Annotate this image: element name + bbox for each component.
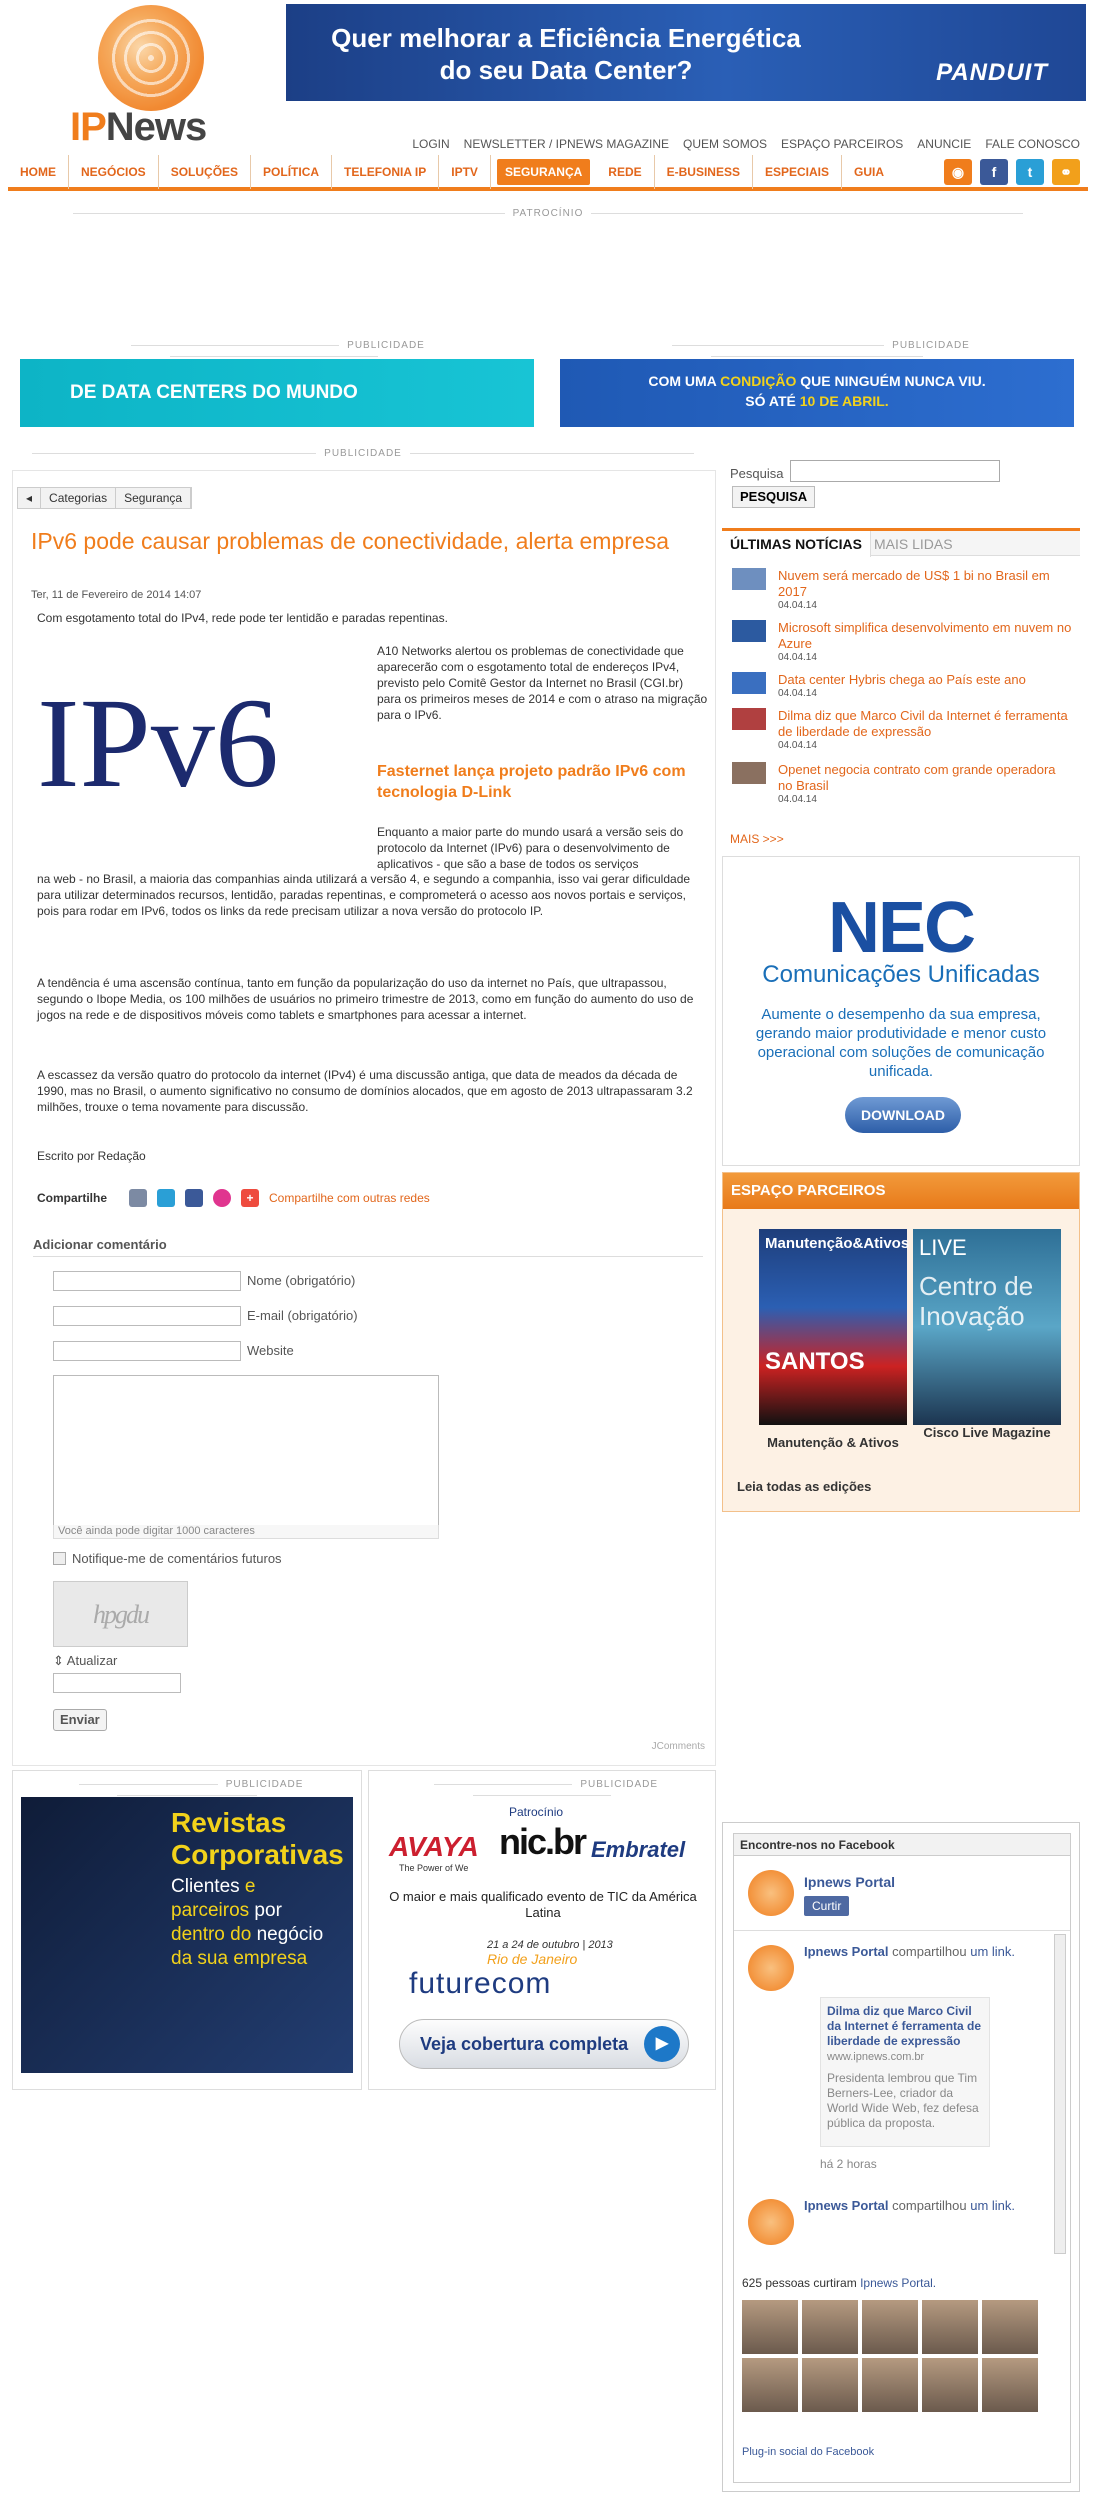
news-thumb xyxy=(732,762,766,784)
nav-telefonia-ip[interactable]: TELEFONIA IP xyxy=(332,155,439,189)
article-title[interactable]: IPv6 pode causar problemas de conectividade, alerta empresa xyxy=(31,528,669,554)
partners-box xyxy=(722,1172,1080,1512)
fan-avatar[interactable] xyxy=(802,2300,858,2354)
nec-download-button[interactable]: DOWNLOAD xyxy=(845,1097,961,1133)
tab-latest[interactable]: ÚLTIMAS NOTÍCIAS xyxy=(722,531,871,557)
all-editions-link[interactable]: Leia todas as edições xyxy=(737,1479,872,1494)
top-banner-text: Quer melhorar a Eficiência Energética do seu Data Center? xyxy=(331,23,801,85)
nav-seguranca[interactable]: SEGURANÇA xyxy=(497,159,590,185)
top-link-contact[interactable]: FALE CONOSCO xyxy=(985,137,1080,151)
captcha-input[interactable] xyxy=(53,1673,181,1693)
magazines-ad[interactable] xyxy=(12,1770,362,2090)
nav-solucoes[interactable]: SOLUÇÕES xyxy=(159,155,251,189)
fan-avatar[interactable] xyxy=(982,2358,1038,2412)
facebook-icon[interactable]: f xyxy=(980,159,1008,185)
top-link-login[interactable]: LOGIN xyxy=(412,137,450,151)
futurecom-city: Rio de Janeiro xyxy=(487,1951,578,1967)
article-author: Escrito por Redação xyxy=(37,1149,146,1163)
top-banner-brand: PANDUIT xyxy=(936,59,1048,86)
fan-avatar[interactable] xyxy=(742,2300,798,2354)
fan-avatar[interactable] xyxy=(862,2300,918,2354)
ipnews-logo[interactable] xyxy=(70,5,220,155)
promo-ad-line1: COM UMA CONDIÇÃO QUE NINGUÉM NUNCA VIU. xyxy=(648,373,986,389)
breadcrumb-categorias[interactable]: Categorias xyxy=(41,488,116,508)
news-title[interactable]: Microsoft simplifica desenvolvimento em nuvem no Azure xyxy=(778,620,1072,651)
share-bar xyxy=(37,1189,430,1207)
top-banner-ad[interactable] xyxy=(286,4,1086,101)
nav-e-business[interactable]: E-BUSINESS xyxy=(655,155,753,189)
comment-email-input[interactable] xyxy=(53,1306,241,1326)
news-date: 04.04.14 xyxy=(778,740,817,751)
logo-wordmark: IPNews xyxy=(70,105,207,149)
post-avatar[interactable] xyxy=(748,1945,794,1991)
main-nav xyxy=(8,157,1088,191)
nav-negocios[interactable]: NEGÓCIOS xyxy=(69,155,159,189)
futurecom-ad[interactable] xyxy=(368,1770,716,2090)
notify-option[interactable]: Notifique-me de comentários futuros xyxy=(53,1551,282,1566)
futurecom-coverage-button[interactable]: Veja cobertura completa ▶ xyxy=(399,2019,689,2069)
article-paragraph-2b: na web - no Brasil, a maioria das companhias ainda utilizará a versão 4, e segundo a companhia, isso vai gerar dificuldade para utilizar determinados recursos, lentidão, paradas repentinas, e comprometerá o acesso aos novos portais e serviços, pois para rodar em IPv6, todos os links da rede precisam utilizar a nova versão do protocolo IP. xyxy=(37,872,691,918)
magazines-ad-heading: Revistas Corporativas xyxy=(171,1807,344,1870)
news-title[interactable]: Nuvem será mercado de US$ 1 bi no Brasil em 2017 xyxy=(778,568,1050,599)
list-item[interactable] xyxy=(722,558,1080,610)
top-link-advertise[interactable]: ANUNCIE xyxy=(917,137,972,151)
nav-especiais[interactable]: ESPECIAIS xyxy=(753,155,842,189)
post-link-card[interactable]: Dilma diz que Marco Civil da Internet é ferramenta de liberdade de expressão www.ipnews.com.br Presidenta lembrou que Tim Berners-Lee, criador da World Wide Web, fez defesa pública da proposta. xyxy=(820,1997,990,2147)
globe-logo-icon xyxy=(98,5,204,111)
magazine-title-cisco-live[interactable]: Cisco Live Magazine xyxy=(923,1425,1051,1440)
fan-avatar[interactable] xyxy=(862,2358,918,2412)
promo-ad-line2: SÓ ATÉ 10 DE ABRIL. xyxy=(745,393,889,409)
post-header: Ipnews Portal compartilhou um link. xyxy=(804,1944,1016,1959)
breadcrumb xyxy=(17,487,192,509)
ad-label-left: PUBLICIDADE xyxy=(14,340,534,362)
ad-label-bottom-right: PUBLICIDADE xyxy=(369,1779,715,1801)
fans-grid xyxy=(742,2300,1062,2412)
magazine-cover-manutencao[interactable]: Manutenção&Ativos SANTOS xyxy=(759,1229,907,1425)
orkut-share-icon[interactable] xyxy=(213,1189,231,1207)
nicbr-logo: nic.br xyxy=(499,1821,586,1862)
news-date: 04.04.14 xyxy=(778,600,817,611)
fan-avatar[interactable] xyxy=(982,2300,1038,2354)
article-lead: Com esgotamento total do IPv4, rede pode ter lentidão e paradas repentinas. xyxy=(37,611,448,625)
captcha-image: hpgdu xyxy=(53,1581,188,1647)
fan-avatar[interactable] xyxy=(742,2358,798,2412)
notify-checkbox[interactable] xyxy=(53,1552,66,1565)
comment-website-input[interactable] xyxy=(53,1341,241,1361)
futurecom-description: O maior e mais qualificado evento de TIC da América Latina xyxy=(389,1889,697,1920)
avaya-logo: AVAYA xyxy=(389,1831,479,1862)
breadcrumb-seguranca[interactable]: Segurança xyxy=(116,488,191,508)
email-share-icon[interactable] xyxy=(129,1189,147,1207)
magazine-title-manutencao[interactable]: Manutenção & Ativos xyxy=(767,1435,899,1450)
jcomments-credit[interactable]: JComments xyxy=(651,1741,705,1752)
comment-name-input[interactable] xyxy=(53,1271,241,1291)
news-title[interactable]: Openet negocia contrato com grande operadora no Brasil xyxy=(778,762,1056,793)
share-label: Compartilhe xyxy=(37,1191,108,1205)
top-link-partners[interactable]: ESPAÇO PARCEIROS xyxy=(781,137,904,151)
facebook-share-icon[interactable] xyxy=(185,1189,203,1207)
comment-textarea[interactable] xyxy=(53,1375,439,1537)
avaya-tagline: The Power of We xyxy=(399,1863,469,1873)
magazines-ad-subtitle: Clientes e parceiros por dentro do negócio da sua empresa xyxy=(171,1876,324,1969)
send-button[interactable]: Enviar xyxy=(53,1709,107,1731)
article-paragraph-1: A10 Networks alertou os problemas de conectividade que aparecerão com o esgotamento total de endereços IPv4, previsto pelo Comitê Gestor da Internet no Brasil (CGI.br) para os primeiros meses de 2014 e com o atraso na migração para o IPv6. xyxy=(377,644,708,722)
facebook-widget xyxy=(722,1822,1080,2492)
top-link-about[interactable]: QUEM SOMOS xyxy=(683,137,768,151)
news-thumb xyxy=(732,708,766,730)
article-paragraph-3: A tendência é uma ascensão contínua, tanto em função da popularização do uso da internet no País, que ultrapassou, segundo o Ibope Media, os 100 milhões de usuários no primeiro trimestre de 2013, como em função do aumento do uso de jogos na rede e de dispositivos móveis como tablets e smartphones para acessar a internet. xyxy=(37,976,694,1022)
facebook-plugin-credit[interactable]: Plug-in social do Facebook xyxy=(742,2446,875,2458)
news-thumb xyxy=(732,620,766,642)
search-label: Pesquisa xyxy=(730,466,784,481)
chars-remaining: Você ainda pode digitar 1000 caracteres xyxy=(53,1525,439,1539)
search-box xyxy=(724,456,1080,516)
list-item[interactable] xyxy=(722,610,1080,662)
fan-avatar[interactable] xyxy=(922,2358,978,2412)
news-date: 04.04.14 xyxy=(778,794,817,805)
fan-avatar[interactable] xyxy=(802,2358,858,2412)
news-tabs xyxy=(722,528,1080,556)
nav-politica[interactable]: POLÍTICA xyxy=(251,155,332,189)
datacenters-ad-text: DE DATA CENTERS DO MUNDO xyxy=(70,382,358,403)
partners-title: ESPAÇO PARCEIROS xyxy=(723,1173,1079,1209)
comment-name-label: Nome (obrigatório) xyxy=(247,1273,356,1288)
social-links xyxy=(944,159,1088,185)
news-title[interactable]: Data center Hybris chega ao País este ano xyxy=(778,672,1026,687)
rss-icon[interactable]: ◉ xyxy=(944,159,972,185)
ad-label-right: PUBLICIDADE xyxy=(552,340,1082,362)
article-paragraph-4: A escassez da versão quatro do protocolo da internet (IPv4) é uma discussão antiga, que data de meados da década de 1990, mas no Brasil, o aumento significativo no consumo de domínios alocados, que em agosto de 2013 ultrapassaram 3.2 milhões, trouxe o tema novamente para discussão. xyxy=(37,1068,693,1114)
news-list xyxy=(722,558,1080,828)
facebook-page-name[interactable]: Ipnews Portal xyxy=(804,1874,896,1890)
post-time: há 2 horas xyxy=(820,2157,877,2171)
sponsor-heading: Patrocínio xyxy=(509,1805,564,1819)
futurecom-date: 21 a 24 de outubro | 2013 xyxy=(487,1939,613,1951)
futurecom-logo: futurecom xyxy=(409,1967,552,2000)
post-header-2: Ipnews Portal compartilhou um link. xyxy=(804,2198,1016,2213)
news-title[interactable]: Dilma diz que Marco Civil da Internet é ferramenta de liberdade de expressão xyxy=(778,708,1068,739)
nec-text: Aumente o desempenho da sua empresa, gerando maior produtividade e menor custo operacional com soluções de comunicação unificada. xyxy=(755,1006,1047,1080)
plus-share-icon[interactable]: + xyxy=(241,1189,259,1207)
nec-logo: NEC xyxy=(827,888,974,968)
facebook-header: Encontre-nos no Facebook xyxy=(734,1834,1070,1856)
twitter-icon[interactable]: t xyxy=(1016,159,1044,185)
promo-ad[interactable] xyxy=(560,359,1074,427)
likes-count: 625 pessoas curtiram Ipnews Portal. xyxy=(742,2276,937,2290)
list-item[interactable] xyxy=(722,698,1080,750)
post-avatar-2[interactable] xyxy=(748,2199,794,2245)
comment-heading: Adicionar comentário xyxy=(33,1237,703,1257)
nec-ad[interactable] xyxy=(722,856,1080,1166)
search-button[interactable]: PESQUISA xyxy=(732,486,815,508)
magazine-cover-cisco-live[interactable]: LIVE Centro de Inovação xyxy=(913,1229,1061,1425)
top-links xyxy=(412,137,1080,151)
play-arrow-icon: ▶ xyxy=(644,2026,680,2062)
nav-rede[interactable]: REDE xyxy=(596,155,654,189)
news-thumb xyxy=(732,672,766,694)
share-more-link[interactable]: Compartilhe com outras redes xyxy=(269,1191,430,1205)
top-link-newsletter[interactable]: NEWSLETTER / IPNEWS MAGAZINE xyxy=(463,137,670,151)
page-avatar[interactable] xyxy=(748,1870,794,1916)
sponsor-label: PATROCÍNIO xyxy=(8,208,1088,219)
news-date: 04.04.14 xyxy=(778,688,817,699)
related-article-link[interactable]: Fasternet lança projeto padrão IPv6 com tecnologia D-Link xyxy=(377,763,686,801)
captcha-refresh[interactable]: ⇕ Atualizar xyxy=(53,1653,118,1668)
nav-guia[interactable]: GUIA xyxy=(854,165,885,179)
twitter-share-icon[interactable] xyxy=(157,1189,175,1207)
facebook-like-button[interactable]: Curtir xyxy=(804,1896,849,1916)
facebook-box xyxy=(733,1833,1071,2483)
comment-website-label: Website xyxy=(247,1343,294,1358)
tab-most-read[interactable]: MAIS LIDAS xyxy=(874,536,953,552)
nav-home[interactable]: HOME xyxy=(8,155,69,189)
ad-label-bottom-left: PUBLICIDADE xyxy=(13,1779,361,1801)
more-news-link[interactable]: MAIS >>> xyxy=(730,832,784,846)
nav-iptv[interactable]: IPTV xyxy=(439,155,491,189)
article-paragraph-2a: Enquanto a maior parte do mundo usará a versão seis do protocolo da Internet (IPv6) para o desenvolvimento de aplicativos - que são a base de todos os serviços xyxy=(377,825,684,871)
embratel-logo: Embratel xyxy=(591,1837,686,1862)
share-icon[interactable]: ⚭ xyxy=(1052,159,1080,185)
news-thumb xyxy=(732,568,766,590)
feed-scrollbar[interactable] xyxy=(1054,1934,1066,2254)
fan-avatar[interactable] xyxy=(922,2300,978,2354)
comment-email-label: E-mail (obrigatório) xyxy=(247,1308,358,1323)
article-date: Ter, 11 de Fevereiro de 2014 14:07 xyxy=(31,589,202,601)
magazines-ad-image xyxy=(21,1797,353,2073)
article xyxy=(12,470,716,1766)
nec-subtitle: Comunicações Unificadas xyxy=(762,961,1040,988)
breadcrumb-back-icon[interactable]: ◂ xyxy=(18,488,41,508)
list-item[interactable] xyxy=(722,752,1080,804)
search-input[interactable] xyxy=(790,460,1000,482)
news-date: 04.04.14 xyxy=(778,652,817,663)
datacenters-ad[interactable] xyxy=(20,359,534,427)
ipv6-image: IPv6 xyxy=(37,672,279,814)
facebook-feed[interactable] xyxy=(734,1930,1070,2260)
ad-label-article: PUBLICIDADE xyxy=(8,448,718,459)
